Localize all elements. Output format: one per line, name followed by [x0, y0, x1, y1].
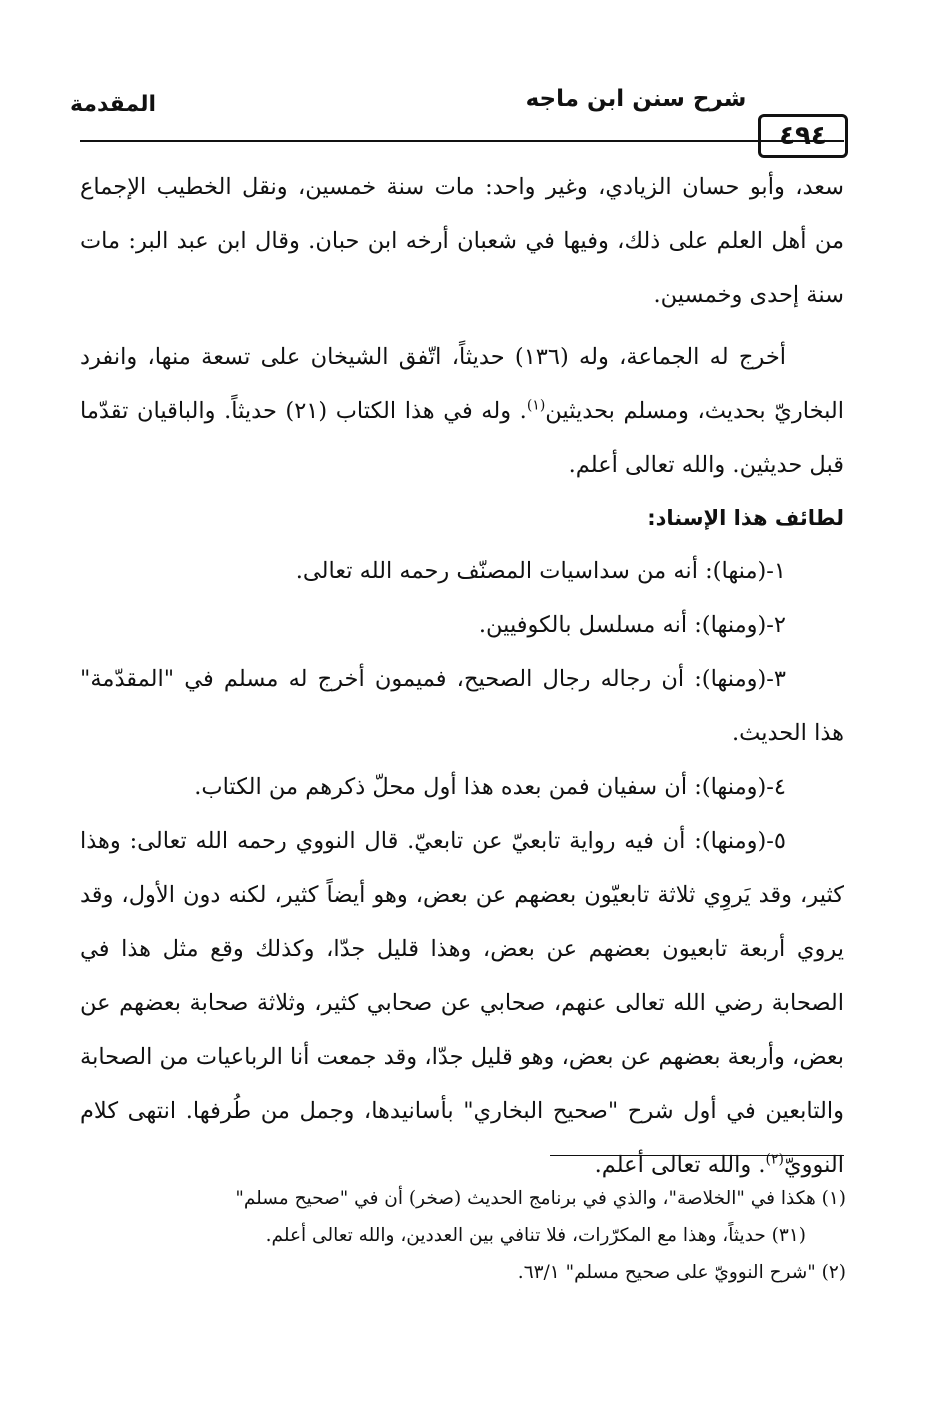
footnote-2: (٢) "شرح النوويّ على صحيح مسلم" ٦٣/١.: [517, 1262, 846, 1283]
list-item-5: [80, 814, 844, 1192]
list-item-3: ٣-(ومنها): أن رجاله رجال الصحيح، فميمون أخرج له مسلم في "المقدّمة" هذا الحديث.: [80, 666, 844, 746]
paragraph-1: سعد، وأبو حسان الزيادي، وغير واحد: مات سنة خمسين، ونقل الخطيب الإجماع من أهل العلم على ذلك، وفيها في شعبان أرخه ابن حبان. وقال ابن عبد البر: مات سنة إحدى وخمسين.: [80, 174, 844, 308]
footnote-ref-1[interactable]: (١): [526, 397, 546, 414]
footnote-divider: [550, 1155, 844, 1156]
header-divider: [80, 140, 844, 142]
main-text: [80, 160, 844, 1192]
page-number: ٤٩٤: [779, 121, 827, 151]
footnote-1-line-2: (٣١) حديثاً، وهذا مع المكرّرات، فلا تنافي بين العددين، والله تعالى أعلم.: [265, 1225, 806, 1246]
list-item-5-text-b: . والله تعالى أعلم.: [594, 1152, 766, 1178]
page-number-box: [758, 114, 848, 158]
list-item-4: ٤-(ومنها): أن سفيان فمن بعده هذا أول محلّ ذكرهم من الكتاب.: [194, 774, 786, 800]
footnote-1-line-1: (١) هكذا في "الخلاصة"، والذي في برنامج الحديث (صخر) أن في "صحيح مسلم": [235, 1188, 846, 1209]
section-title: المقدمة: [70, 92, 157, 117]
list-item-1: ١-(منها): أنه من سداسيات المصنّف رحمه الله تعالى.: [295, 558, 786, 584]
footnotes: [86, 1180, 846, 1291]
paragraph-2: [80, 330, 844, 492]
paragraph-2-text-a: أخرج له الجماعة، وله (١٣٦) حديثاً، اتّفق الشيخان على تسعة منها، وانفرد البخاريّ بحديث، ومسلم بحديثين: [80, 344, 844, 424]
book-title: شرح سنن ابن ماجه: [525, 86, 747, 112]
list-item-2: ٢-(ومنها): أنه مسلسل بالكوفيين.: [478, 612, 786, 638]
paragraph-2-text-b: . وله في هذا الكتاب (٢١) حديثاً. والباقيان تقدّما قبل حديثين. والله تعالى أعلم.: [80, 398, 844, 478]
footnote-ref-2[interactable]: (٢): [765, 1151, 784, 1168]
list-item-5-text-a: ٥-(ومنها): أن فيه رواية تابعيّ عن تابعيّ. قال النووي رحمه الله تعالى: وهذا كثير، وقد يَروِي ثلاثة تابعيّون بعضهم عن بعض، وهو أيضاً كثير، لكنه دون الأول، وقد يروي أربعة تابعيون بعضهم عن بعض، وهذا قليل جدّا، وكذلك وقع مثل هذا في الصحابة رضي الله تعالى عنهم، صحابي عن صحابي كثير، وثلاثة صحابة بعضهم عن بعض، وأربعة بعضهم عن بعض، وهو قليل جدّا، وقد جمعت أنا الرباعيات من الصحابة والتابعين في أول شرح "صحيح البخاري" بأسانيدها، وجمل من طُرفها. انتهى كلام النوويّ: [80, 828, 844, 1178]
section-heading: لطائف هذا الإسناد:: [647, 506, 844, 530]
